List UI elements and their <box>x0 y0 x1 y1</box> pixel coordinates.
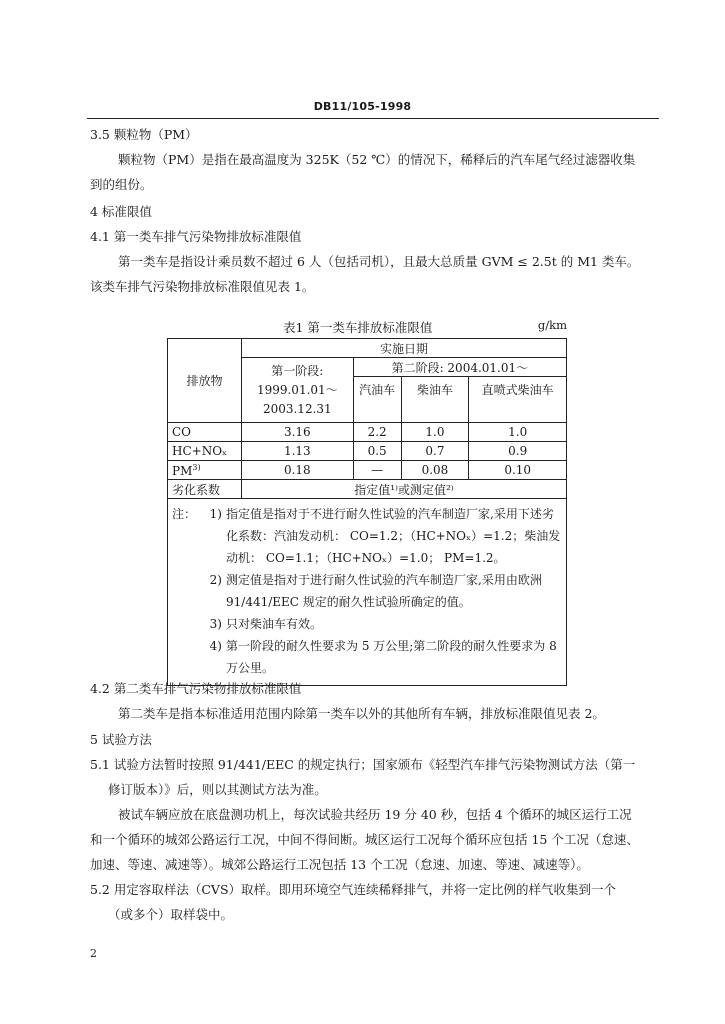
stage-1-value: 0.18 <box>241 461 353 480</box>
header-stage-1-label: 第一阶段: <box>271 363 324 378</box>
section-3-5-body: 颗粒物（PM）是指在最高温度为 325K（52 ℃）的情况下，稀释后的汽车尾气经过滤器收集到的组份。 <box>90 152 636 192</box>
section-4-2 <box>90 676 640 726</box>
stage-1-value: 1.13 <box>241 442 353 461</box>
pollutant-name: CO <box>168 423 242 442</box>
section-3-5-title: 3.5 颗粒物（PM） <box>90 127 198 142</box>
di-diesel-value: 0.10 <box>469 461 567 480</box>
notes-label: 注： <box>172 507 197 521</box>
deterioration-label: 劣化系数 <box>168 480 242 499</box>
table-1-unit: g/km <box>537 318 567 332</box>
section-5-1-text: 5.1 试验方法暂时按照 91/441/EEC 的规定执行；国家颁布《轻型汽车排气污染物测试方法（第一修订版本）》后，则以其测试方法为准。 <box>90 757 636 797</box>
note-item <box>172 569 562 613</box>
section-4 <box>90 199 640 299</box>
header-stage-1-end: 2003.12.31 <box>262 401 332 416</box>
stage-1-value: 3.16 <box>241 423 353 442</box>
pollutant-name: HC+NOₓ <box>168 442 242 461</box>
section-4-1-title: 4.1 第一类车排气污染物排放标准限值 <box>90 229 302 244</box>
header-stage-1 <box>241 358 353 423</box>
section-4-2-title: 4.2 第二类车排气污染物排放标准限值 <box>90 681 302 696</box>
page-number: 2 <box>90 947 97 960</box>
notes-row <box>168 499 567 686</box>
section-5-1-paragraph: 被试车辆应放在底盘测功机上，每次试验共经历 19 分 40 秒，包括 4 个循环的城区运行工况和一个循环的城郊公路运行工况，中间不得间断。城区运行工况每个循环应包括 15 个工况（怠速、加速、等速、减速等）。城郊公路运行工况包括 13 个工况（怠速、加速、等速、减速等）。 <box>90 807 639 872</box>
section-3-5 <box>90 122 640 197</box>
note-item <box>172 613 562 635</box>
note-text: 只对柴油车有效。 <box>226 617 323 631</box>
document-id: DB11/105-1998 <box>313 100 412 113</box>
note-text: 第一阶段的耐久性要求为 5 万公里;第二阶段的耐久性要求为 8 万公里。 <box>226 639 557 675</box>
diesel-value: 0.08 <box>401 461 469 480</box>
note-item <box>172 503 562 569</box>
section-4-2-body: 第二类车是指本标准适用范围内除第一类车以外的其他所有车辆，排放标准限值见表 2。 <box>118 706 605 721</box>
diesel-value: 1.0 <box>401 423 469 442</box>
note-number: 1) <box>209 507 222 521</box>
header-implementation-date: 实施日期 <box>241 339 566 358</box>
section-5-2-text: 5.2 用定容取样法（CVS）取样。即用环境空气连续稀释排气，并将一定比例的样气收集到一个（或多个）取样袋中。 <box>90 882 617 922</box>
note-number: 4) <box>209 639 222 653</box>
note-text: 指定值是指对于不进行耐久性试验的汽车制造厂家,采用下述劣化系数：汽油发动机： CO=1.2；（HC+NOₓ）=1.2；柴油发动机： CO=1.1；（HC+NOₓ）=1.0； PM=1.2。 <box>226 507 561 565</box>
table-notes <box>168 499 567 686</box>
header-gasoline: 汽油车 <box>353 377 401 423</box>
gasoline-value: — <box>353 461 401 480</box>
note-number: 2) <box>209 573 222 587</box>
table-row <box>168 423 567 442</box>
gasoline-value: 2.2 <box>353 423 401 442</box>
table-row <box>168 442 567 461</box>
section-5 <box>90 727 640 927</box>
header-pollutant: 排放物 <box>168 339 242 423</box>
table-1-caption <box>165 318 567 338</box>
section-4-1-body: 第一类车是指设计乘员数不超过 6 人（包括司机），且最大总质量 GVM ≤ 2.5t 的 M1 类车。该类车排气污染物排放标准限值见表 1。 <box>90 254 640 294</box>
table-row <box>168 461 567 480</box>
deterioration-value: 指定值¹⁾或测定值²⁾ <box>241 480 566 499</box>
header-diesel: 柴油车 <box>401 377 469 423</box>
table-1-title: 表1 第一类车排放标准限值 <box>283 320 433 335</box>
emission-limits-table <box>167 338 567 686</box>
header-rule <box>87 118 659 119</box>
header-stage-1-start: 1999.01.01～ <box>256 382 338 397</box>
pollutant-name <box>168 461 242 480</box>
pollutant-name-text: PM <box>172 463 193 478</box>
section-4-title: 4 标准限值 <box>90 204 152 219</box>
di-diesel-value: 0.9 <box>469 442 567 461</box>
section-5-title: 5 试验方法 <box>90 732 152 747</box>
header-stage-2: 第二阶段: 2004.01.01～ <box>353 358 566 377</box>
note-item <box>172 635 562 679</box>
note-text: 测定值是指对于进行耐久性试验的汽车制造厂家,采用由欧洲 91/441/EEC 规定的耐久性试验所确定的值。 <box>226 573 542 609</box>
gasoline-value: 0.5 <box>353 442 401 461</box>
di-diesel-value: 1.0 <box>469 423 567 442</box>
diesel-value: 0.7 <box>401 442 469 461</box>
note-number: 3) <box>209 617 222 631</box>
deterioration-row <box>168 480 567 499</box>
header-direct-injection-diesel: 直喷式柴油车 <box>469 377 567 423</box>
pollutant-footnote-ref: 3) <box>192 462 201 472</box>
